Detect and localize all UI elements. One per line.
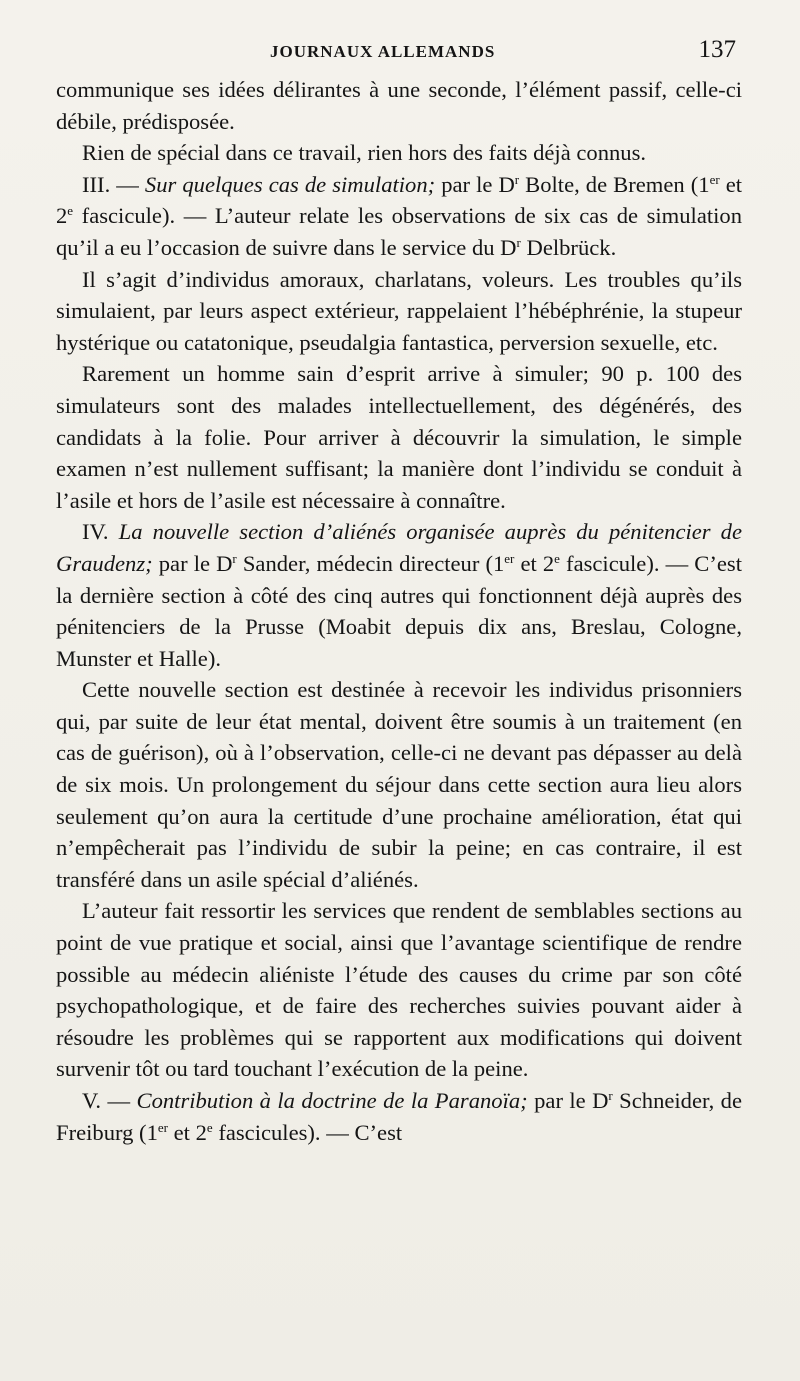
section-number: V. [82,1088,102,1113]
text-run: et 2 [167,1119,207,1145]
text-run: Sander, médecin directeur (1 [236,550,505,576]
superscript: er [157,1119,168,1135]
paragraph-8: L’auteur fait ressortir les services que rendent de semblables sections au point de vue pratique et social, ainsi que l’avantage scientifique de rendre possible au médecin aliéniste l’étude des causes du crime par son côté psychopathologique, et de faire des recherches suivies pouvant aider à résoudre les problèmes qui se rapportent aux modifications qui doivent survenir tôt ou tard touchant l’exécution de la peine. [56,898,742,1082]
superscript: e [554,550,560,566]
page-number: 137 [698,36,736,63]
paragraph-9-section-v [56,1085,742,1148]
section-title: Sur quelques cas de simulation; [144,171,436,197]
text-run: Schneider, de Freiburg (1 [56,1088,743,1145]
dash: — [110,171,145,197]
superscript: e [67,203,74,219]
section-number: IV. [82,519,109,545]
section-title: Contribution à la doctrine de la Paranoïa; [136,1088,528,1113]
text-run: par le D [152,550,233,576]
superscript: r [232,550,237,566]
text-run: Bolte, de Bremen (1 [519,171,710,197]
paragraph-4: Il s’agit d’individus amoraux, charlatans, voleurs. Les troubles qu’ils simulaient, par leurs aspect extérieur, rappelaient l’hébéphrénie, la stupeur hystérique ou catatonique, pseudalgia fantastica, perversion sexuelle, etc. [56,266,742,355]
dash: — [101,1088,137,1113]
paragraph-2: Rien de spécial dans ce travail, rien hors des faits déjà connus. [82,140,647,166]
text-run: Delbrück. [520,234,617,260]
text-run: fascicules). — C’est [212,1119,403,1145]
section-number: III. [82,171,111,197]
paragraph-5: Rarement un homme sain d’esprit arrive à simuler; 90 p. 100 des simulateurs sont des malades intellectuellement, des dégénérés, des candidats à la folie. Pour arriver à découvrir la simulation, le simple examen n’est nullement suffisant; la manière dont l’individu se conduit à l’asile et hors de l’asile est nécessaire à connaître. [56,361,742,513]
superscript: er [709,171,720,187]
running-head: JOURNAUX ALLEMANDS [270,42,496,61]
text-run: par le D [527,1088,609,1113]
text-run: fascicule). — C’est la dernière section à côté des cinq autres qui fonctionnent déjà auprès des pénitenciers de la Prusse (Moabit depuis dix ans, Breslau, Cologne, Munster et Halle). [56,550,742,671]
superscript: r [516,234,521,250]
page-header [60,38,740,68]
paragraph-7: Cette nouvelle section est destinée à recevoir les individus prisonniers qui, par suite de leur état mental, doivent être soumis à un traitement (en cas de guérison), où à l’observation, celle-ci ne devant pas dépasser au delà de six mois. Un prolongement du séjour dans cette section aura lieu alors seulement qu’on aura la certitude d’une prochaine amélioration, état qui n’empêcherait pas l’individu de subir la peine; en cas contraire, il est transféré dans un asile spécial d’aliénés. [56,677,742,892]
paragraph-3-section-iii [56,169,742,264]
paragraph-6-section-iv [56,516,742,674]
superscript: r [514,171,520,187]
text-run: fascicule). — L’auteur relate les observations de six cas de simulation qu’il a eu l’occasion de suivre dans le service du D [56,203,742,260]
text-run: et 2 [56,171,743,229]
superscript: r [608,1088,613,1103]
text-run: par le D [435,171,515,197]
superscript: e [206,1119,213,1135]
body-text [56,74,742,1148]
superscript: er [504,550,515,566]
paragraph-1: communique ses idées délirantes à une seconde, l’élément passif, celle-ci débile, prédisposée. [56,77,742,134]
text-run: et 2 [514,550,555,576]
section-title: La nouvelle section d’aliénés organisée auprès du pénitencier de Graudenz; [56,519,742,576]
